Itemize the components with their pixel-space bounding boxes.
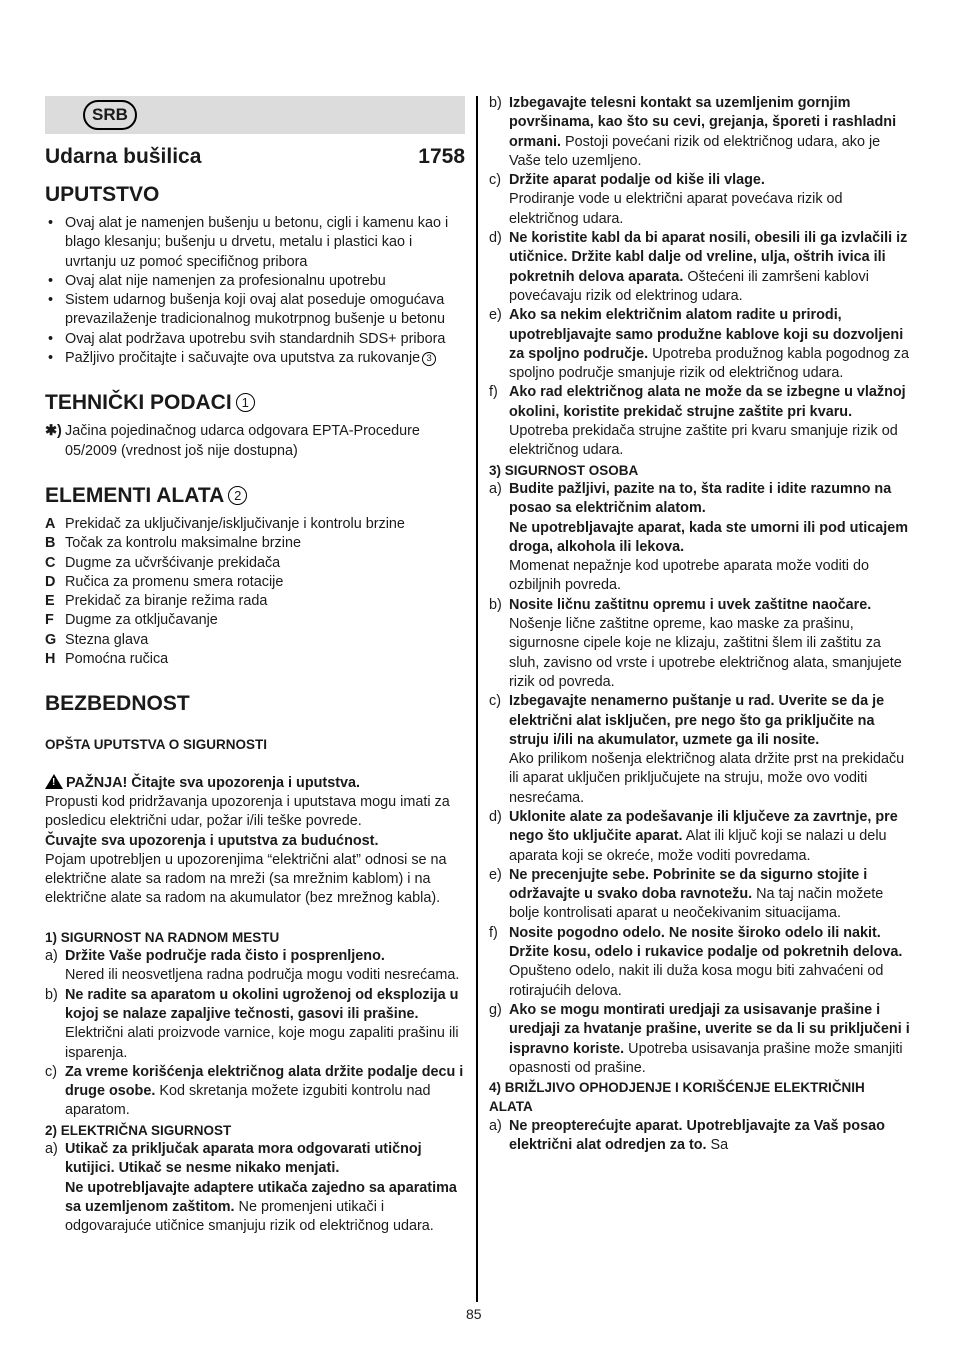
warning-triangle-icon <box>45 774 63 789</box>
list-item <box>489 94 911 171</box>
list-item <box>489 480 911 596</box>
item-text: Držite aparat podalje od kiše ili vlage. Prodiranje vode u električni aparat povećava rizik od električnog udara. <box>509 172 843 227</box>
item-text: Ne precenjujte sebe. Pobrinite se da sigurno stojite i održavajte u svako doba ravnotežu. Na taj način možete bolje kontrolisati aparat u neočekivanim situacijama. <box>509 866 884 922</box>
list-item <box>489 171 911 229</box>
item-key: d) <box>489 808 502 825</box>
figure-ref-badge: 1 <box>236 393 255 412</box>
warning-paragraph <box>45 774 465 909</box>
item-text: Dugme za učvršćivanje prekidača <box>65 554 281 571</box>
elementi-heading-text: ELEMENTI ALATA <box>45 483 225 507</box>
item-key: b) <box>489 95 502 111</box>
list-item: • Ovaj alat podržava upotrebu svih standardnih SDS+ pribora <box>45 330 465 349</box>
keep-instructions-bold: Čuvajte sva upozorenja i uputstva za budućnost. <box>45 832 379 849</box>
tehnicki-heading <box>45 390 465 416</box>
list-item <box>45 349 465 368</box>
list-item <box>45 986 465 1063</box>
asterisk-icon: ✱) <box>45 423 62 440</box>
left-column <box>45 96 465 1236</box>
item-key: c) <box>489 172 501 189</box>
item-text: Utikač za priključak aparata mora odgovarati utičnoj kutijici. Utikač se nesme nikako menjati. Ne upotrebljavajte adaptere utikača zajedno sa aparatima sa uzemljenom zaštitom. Ne promenjeni utikači i odgovarajuće utičnice smanjuju rizik od električnog udara. <box>65 1140 457 1235</box>
item-key: D <box>45 573 56 590</box>
list-item <box>45 573 465 592</box>
item-key: C <box>45 554 56 571</box>
item-key: a) <box>45 1140 58 1157</box>
item-key: b) <box>45 986 58 1003</box>
list-item <box>489 1001 911 1078</box>
list-item <box>45 1063 465 1121</box>
list-item <box>489 1117 911 1156</box>
list-item <box>45 515 465 534</box>
item-key: a) <box>45 948 58 965</box>
general-safety-subheading: OPŠTA UPUTSTVA O SIGURNOSTI <box>45 737 268 753</box>
uputstvo-list <box>45 214 465 368</box>
s4-heading: 4) BRIŽLJIVO OPHODJENJE I KORIŠĆENJE ELEKTRIČNIH ALATA <box>489 1080 865 1115</box>
item-text: Prekidač za biranje režima rada <box>65 593 268 610</box>
list-item <box>489 596 911 692</box>
item-text: Točak za kontrolu maksimalne brzine <box>65 535 301 552</box>
item-text: Budite pažljivi, pazite na to, šta radite i idite razumno na posao sa električnim alatom. Ne upotrebljavajte aparat, kada ste umorni ili pod uticajem droga, alkohola ili lekova. Momenat nepažnje kod upotrebe aparata može voditi do ozbiljnih povreda. <box>509 480 909 594</box>
list-item <box>489 383 911 460</box>
language-bar <box>45 96 465 134</box>
item-key: G <box>45 631 57 648</box>
product-title <box>45 144 465 170</box>
list-item <box>489 924 911 1001</box>
item-key: g) <box>489 1001 502 1018</box>
list-item <box>489 229 911 306</box>
language-badge: SRB <box>83 100 137 130</box>
item-key: H <box>45 651 56 668</box>
uputstvo-heading: UPUTSTVO <box>45 183 160 206</box>
item-text: Nosite pogodno odelo. Ne nosite široko odelo ili nakit. Držite kosu, odelo i rukavice podalje od pokretnih delova. Opušteno odelo, nakit ili duža kosa mogu biti zahvaćeni od rotirajućih delova. <box>509 924 903 999</box>
item-key: F <box>45 612 54 629</box>
item-text: Ako sa nekim električnim alatom radite u prirodi, upotrebljavajte samo produžne kablove koji su dozvoljeni za spoljno područje. Upotreba produžnog kabla pogodnog za spoljno područje smanjuje rizik od električnog udara. <box>509 307 909 382</box>
elementi-list <box>45 515 465 669</box>
s3-heading: 3) SIGURNOST OSOBA <box>489 462 639 478</box>
list-item <box>45 1140 465 1236</box>
item-text: Ne preopterećujte aparat. Upotrebljavajte za Vaš posao električni alat odredjen za to. Sa <box>509 1117 885 1154</box>
elementi-heading <box>45 483 465 509</box>
list-item <box>45 631 465 650</box>
item-key: b) <box>489 596 502 613</box>
item-text: Uklonite alate za podešavanje ili ključeve za zavrtnje, pre nego što uključite aparat. Alat ili ključ koji se nalazi u delu aparata koji se okreće, može voditi povredama. <box>509 808 898 864</box>
list-item <box>489 692 911 808</box>
list-item: • Sistem udarnog bušenja koji ovaj alat poseduje omogućava prevazilaženje tradicionalnog mukotrpnog bušenje u betonu <box>45 291 465 330</box>
item-key: a) <box>489 480 502 497</box>
item-text: Pomoćna ručica <box>65 651 169 668</box>
item-key: c) <box>45 1063 57 1080</box>
list-item <box>489 808 911 866</box>
warning-text: Propusti kod pridržavanja upozorenja i uputstava mogu imati za posledicu električni udar, požar i/ili teške povrede. <box>45 793 450 830</box>
list-item: • Ovaj alat je namenjen bušenju u betonu, cigli i kamenu kao i blago klesanju; bušenju u drvetu, metalu i plastici kao i uvrtanju uz pomoć specifičnog pribora <box>45 214 465 272</box>
item-text: Ne koristite kabl da bi aparat nosili, obesili ili ga izvlačili iz utičnice. Držite kabl dalje od vreline, ulja, oštrih ivica ili pokretnih delova aparata. Oštećeni ili zamršeni kablovi povećavaju rizik od elektrinog udara. <box>509 230 908 304</box>
item-text: Ako se mogu montirati uredjaji za usisavanje prašine i uredjaji za hvatanje prašine, uverite se da li su priključeni i ispravno koriste. Upotreba usisavanja prašine može smanjiti opasnosti od prašine. <box>509 1001 910 1076</box>
item-text: Izbegavajte nenamerno puštanje u rad. Uverite se da je električni alat isključen, pre nego što ga priključite na struju i/ili na akumulator, uzmete ga ili nosite. Ako prilikom nošenja električnog alata držite prst na prekidaču ili aparat uključen priključujete na struju, može ovo voditi nesrećama. <box>509 693 905 806</box>
list-item <box>45 947 465 986</box>
item-text: Držite Vaše područje rada čisto i posprenljeno. Nered ili neosvetljena radna područja mogu voditi nesrećama. <box>65 948 460 984</box>
item-key: f) <box>489 924 498 941</box>
column-divider <box>476 96 478 1302</box>
product-name: Udarna bušilica <box>45 145 202 168</box>
figure-ref-badge: 2 <box>228 486 247 505</box>
warning-bold: PAŽNJA! Čitajte sva upozorenja i uputstva. <box>66 774 360 791</box>
item-key: c) <box>489 693 501 710</box>
item-key: d) <box>489 230 502 247</box>
item-key: A <box>45 515 56 532</box>
list-item <box>45 554 465 573</box>
list-item <box>45 650 465 669</box>
item-key: f) <box>489 384 498 401</box>
item-text: Stezna glava <box>65 631 149 648</box>
item-text: Izbegavajte telesni kontakt sa uzemljenim gornjim površinama, kao što su cevi, grejanja, šporeti i rashladni ormani. Postoji povećani rizik od električnog udara, ako je Vaše telo uzemljeno. <box>509 95 897 169</box>
item-text: Ako rad električnog alata ne može da se izbegne u vlažnoj okolini, koristite prekidač strujne zaštite pri kvaru. Upotreba prekidača strujne zaštite pri kvaru smanjuje rizik od električnog udara. <box>509 384 906 459</box>
definition-text: Pojam upotrebljen u upozorenjima “električni alat” odnosi se na električne alate sa radom na mreži (sa mrežnim kablom) i na električne alate sa radom na akumulator (bez mrežnog kabla). <box>45 851 447 907</box>
item-text: Za vreme korišćenja električnog alata držite podalje decu i druge osobe. Kod skretanja možete izgubiti kontrolu nad aparatom. <box>65 1063 464 1119</box>
model-number: 1758 <box>418 145 465 168</box>
list-item: • Ovaj alat nije namenjen za profesionalnu upotrebu <box>45 272 465 291</box>
list-item <box>45 611 465 630</box>
item-text: Dugme za otključavanje <box>65 612 218 629</box>
item-text: Ručica za promenu smera rotacije <box>65 573 284 590</box>
tehnicki-note-text: Jačina pojedinačnog udarca odgovara EPTA-Procedure 05/2009 (vrednost još nije dostupna) <box>65 423 420 459</box>
right-column <box>489 94 911 1155</box>
s2-heading: 2) ELEKTRIČNA SIGURNOST <box>45 1122 232 1138</box>
item-text: Prekidač za uključivanje/isključivanje i kontrolu brzine <box>65 515 405 532</box>
s1-heading: 1) SIGURNOST NA RADNOM MESTU <box>45 929 280 945</box>
item-key: B <box>45 535 56 552</box>
list-item <box>45 534 465 553</box>
tehnicki-note <box>45 422 465 461</box>
page-number: 85 <box>466 1306 482 1322</box>
figure-ref-badge: 3 <box>422 352 436 366</box>
tehnicki-heading-text: TEHNIČKI PODACI <box>45 391 232 415</box>
bezbednost-heading: BEZBEDNOST <box>45 692 190 716</box>
item-key: e) <box>489 866 502 883</box>
list-item <box>489 866 911 924</box>
list-item <box>45 592 465 611</box>
item-text: Ne radite sa aparatom u okolini ugroženoj od eksplozija u kojoj se nalaze zapaljive tečnosti, gasovi ili prašine. Električni alati proizvode varnice, koje mogu zapaliti prašinu ili isparenja. <box>65 986 459 1061</box>
list-item <box>489 306 911 383</box>
item-key: a) <box>489 1117 502 1134</box>
item-key: E <box>45 593 55 610</box>
item-key: e) <box>489 307 502 324</box>
item-text: Nosite ličnu zaštitnu opremu i uvek zaštitne naočare. Nošenje lične zaštitne opreme, kao maske za prašinu, sigurnosne cipele koje ne klizaju, zaštitni šlem ili zaštitu za sluh, zavisno od vrste i upotrebe električnog alata, smanjujete rizik od povreda. <box>509 596 902 690</box>
list-item-text: Pažljivo pročitajte i sačuvajte ova uputstva za rukovanje <box>65 350 421 367</box>
